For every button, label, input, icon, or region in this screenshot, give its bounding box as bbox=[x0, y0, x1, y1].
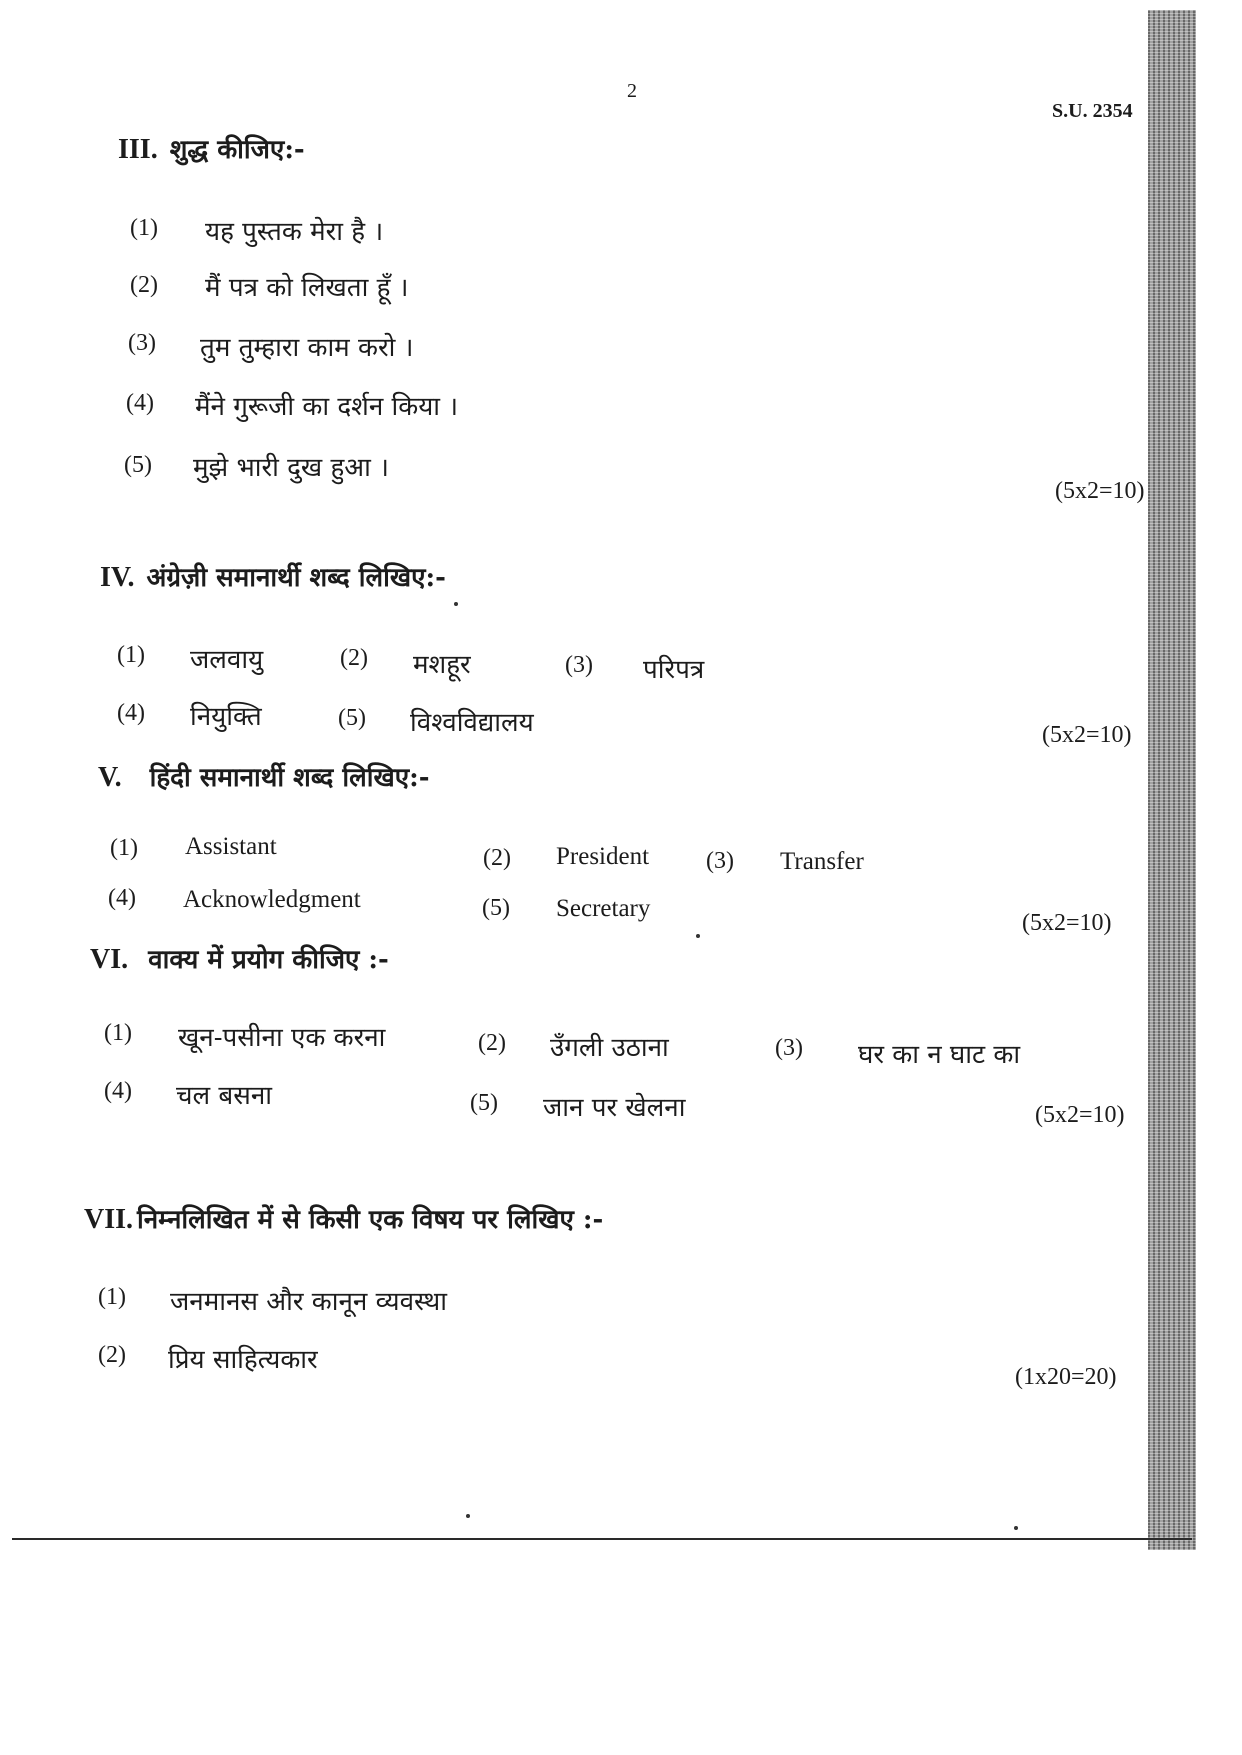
section-roman-numeral: IV. bbox=[100, 562, 135, 593]
scan-speck bbox=[1014, 1526, 1018, 1530]
item-text: विश्वविद्यालय bbox=[410, 708, 534, 738]
item-number: (1) bbox=[130, 215, 158, 241]
item-number: (2) bbox=[478, 1030, 506, 1056]
item-number: (5) bbox=[124, 452, 152, 478]
section-heading bbox=[84, 1200, 603, 1236]
item-text: जनमानस और कानून व्यवस्था bbox=[170, 1287, 447, 1317]
item-text: President bbox=[556, 843, 650, 870]
item-number: (2) bbox=[483, 845, 511, 871]
item-number: (1) bbox=[104, 1020, 132, 1046]
section-roman-numeral: VII. bbox=[84, 1204, 134, 1235]
scan-speck bbox=[454, 602, 458, 606]
section-title: शुद्ध कीजिए:- bbox=[169, 135, 305, 165]
item-number: (2) bbox=[340, 645, 368, 671]
item-text: जलवायु bbox=[190, 645, 264, 675]
scan-speck bbox=[466, 1514, 470, 1518]
item-text: परिपत्र bbox=[643, 655, 705, 685]
item-number: (3) bbox=[706, 848, 734, 874]
marks-allocation: (5x2=10) bbox=[1055, 478, 1145, 504]
item-text: Secretary bbox=[556, 895, 651, 922]
marks-allocation: (5x2=10) bbox=[1022, 910, 1112, 936]
item-number: (1) bbox=[110, 835, 138, 861]
item-text: तुम तुम्हारा काम करो । bbox=[200, 333, 414, 363]
item-number: (3) bbox=[565, 652, 593, 678]
section-roman-numeral: VI. bbox=[90, 944, 129, 975]
section-heading bbox=[90, 940, 389, 976]
item-number: (5) bbox=[338, 705, 366, 731]
section-roman-numeral: III. bbox=[118, 134, 158, 165]
paper-code: S.U. 2354 bbox=[1052, 100, 1133, 122]
item-text: मैंने गुरूजी का दर्शन किया । bbox=[195, 392, 459, 422]
item-text: घर का न घाट का bbox=[858, 1040, 1021, 1070]
item-text: Acknowledgment bbox=[183, 886, 361, 913]
item-text: जान पर खेलना bbox=[543, 1093, 686, 1123]
item-number: (5) bbox=[482, 895, 510, 921]
section-title: वाक्य में प्रयोग कीजिए :- bbox=[148, 945, 389, 975]
item-text: चल बसना bbox=[176, 1081, 272, 1111]
section-heading bbox=[98, 758, 430, 794]
item-text: यह पुस्तक मेरा है । bbox=[205, 217, 384, 247]
item-number: (1) bbox=[117, 642, 145, 668]
item-number: (4) bbox=[126, 390, 154, 416]
item-text: खून-पसीना एक करना bbox=[178, 1023, 386, 1053]
item-text: मैं पत्र को लिखता हूँ । bbox=[205, 273, 409, 303]
item-number: (2) bbox=[130, 272, 158, 298]
section-title: हिंदी समानार्थी शब्द लिखिए:- bbox=[149, 763, 430, 793]
section-heading bbox=[100, 558, 446, 594]
item-number: (3) bbox=[128, 330, 156, 356]
section-title: निम्नलिखित में से किसी एक विषय पर लिखिए :- bbox=[137, 1205, 604, 1235]
item-number: (1) bbox=[98, 1284, 126, 1310]
item-number: (2) bbox=[98, 1342, 126, 1368]
scan-shadow-edge bbox=[1148, 10, 1196, 1550]
marks-allocation: (1x20=20) bbox=[1015, 1364, 1117, 1390]
section-heading bbox=[118, 130, 305, 166]
item-number: (3) bbox=[775, 1035, 803, 1061]
item-text: नियुक्ति bbox=[190, 702, 262, 732]
item-number: (5) bbox=[470, 1090, 498, 1116]
item-number: (4) bbox=[117, 700, 145, 726]
bottom-rule bbox=[12, 1538, 1192, 1540]
item-text: Transfer bbox=[780, 848, 864, 875]
section-roman-numeral: V. bbox=[98, 762, 122, 793]
item-text: मशहूर bbox=[413, 650, 471, 680]
section-title: अंग्रेज़ी समानार्थी शब्द लिखिए:- bbox=[146, 563, 446, 593]
item-text: उँगली उठाना bbox=[550, 1033, 669, 1063]
page-number: 2 bbox=[627, 80, 637, 102]
marks-allocation: (5x2=10) bbox=[1042, 722, 1132, 748]
item-text: Assistant bbox=[185, 833, 277, 860]
marks-allocation: (5x2=10) bbox=[1035, 1102, 1125, 1128]
item-text: मुझे भारी दुख हुआ । bbox=[193, 453, 389, 483]
item-number: (4) bbox=[104, 1078, 132, 1104]
item-text: प्रिय साहित्यकार bbox=[168, 1345, 318, 1375]
item-number: (4) bbox=[108, 885, 136, 911]
scan-speck bbox=[696, 934, 700, 938]
